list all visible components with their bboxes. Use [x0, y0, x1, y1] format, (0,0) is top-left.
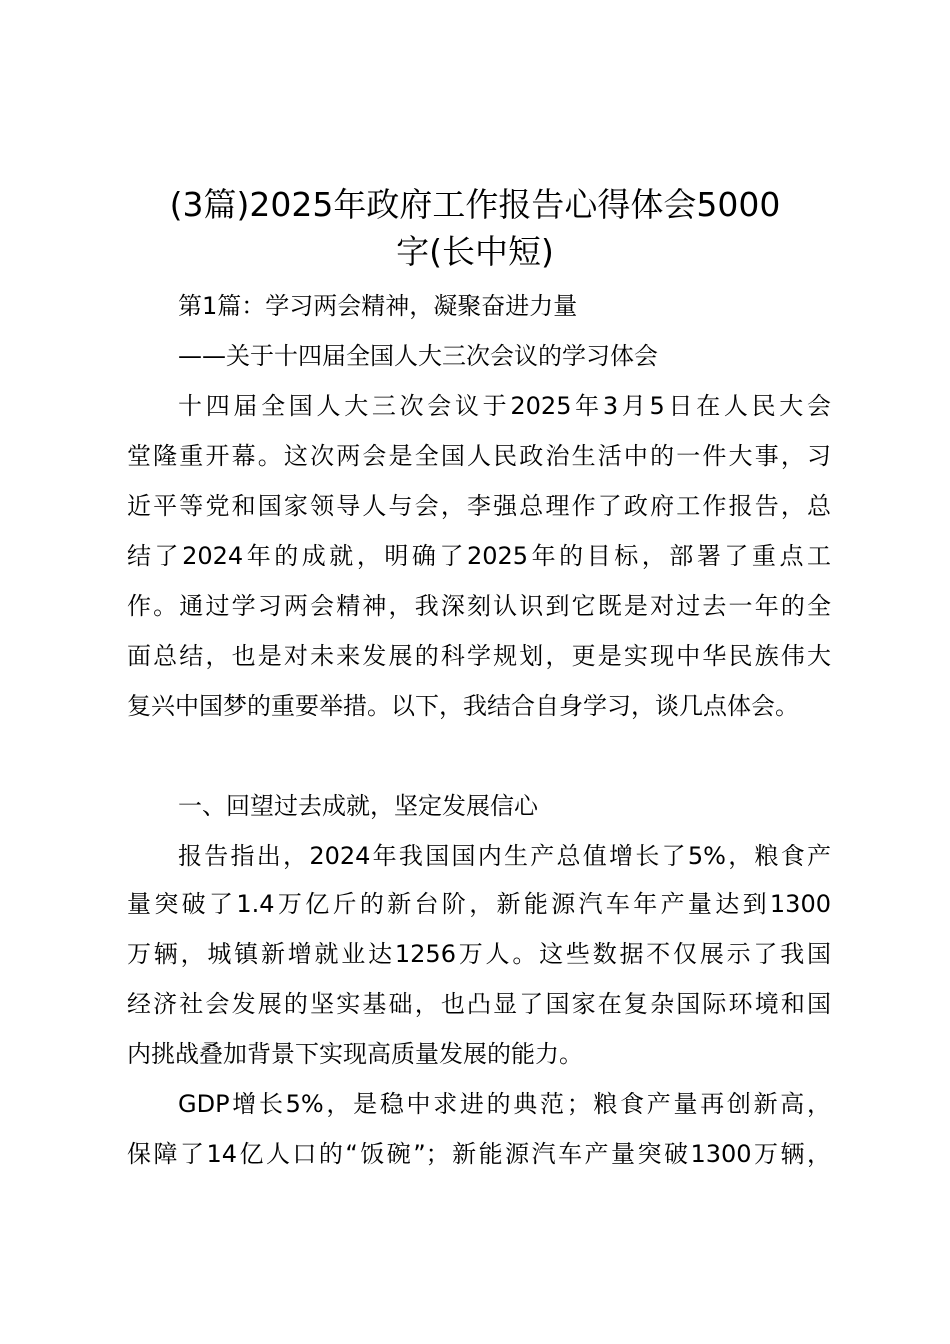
paragraph-line: 万辆，城镇新增就业达1256万人。这些数据不仅展示了我国	[127, 940, 831, 968]
paragraph-line: 量突破了1.4万亿斤的新台阶，新能源汽车年产量达到1300	[127, 890, 831, 918]
paragraph-line: 保障了14亿人口的“饭碗”；新能源汽车产量突破1300万辆，	[127, 1140, 831, 1168]
paragraph-line: 内挑战叠加背景下实现高质量发展的能力。	[127, 1040, 583, 1068]
paragraph-line: 作。通过学习两会精神，我深刻认识到它既是对过去一年的全	[127, 592, 831, 620]
paragraph-line: 面总结，也是对未来发展的科学规划，更是实现中华民族伟大	[127, 642, 831, 670]
paragraph-line: 近平等党和国家领导人与会，李强总理作了政府工作报告，总	[127, 492, 831, 520]
paragraph-line: GDP增长5%，是稳中求进的典范；粮食产量再创新高，	[178, 1090, 831, 1118]
document-title-line-2: 字(长中短)	[396, 232, 554, 271]
paragraph-line: 堂隆重开幕。这次两会是全国人民政治生活中的一件大事，习	[127, 442, 831, 470]
subheading: 一、回望过去成就，坚定发展信心	[178, 792, 538, 820]
document-subtitle: ——关于十四届全国人大三次会议的学习体会	[178, 342, 658, 370]
paragraph-line: 结了2024年的成就，明确了2025年的目标，部署了重点工	[127, 542, 831, 570]
paragraph-line: 报告指出，2024年我国国内生产总值增长了5%，粮食产	[178, 842, 831, 870]
paragraph-line: 复兴中国梦的重要举措。以下，我结合自身学习，谈几点体会。	[127, 692, 799, 720]
section-heading: 第1篇：学习两会精神，凝聚奋进力量	[178, 292, 578, 320]
paragraph-line: 经济社会发展的坚实基础，也凸显了国家在复杂国际环境和国	[127, 990, 831, 1018]
paragraph-line: 十四届全国人大三次会议于2025年3月5日在人民大会	[178, 392, 831, 420]
document-title-line-1: (3篇)2025年政府工作报告心得体会5000	[169, 185, 781, 224]
